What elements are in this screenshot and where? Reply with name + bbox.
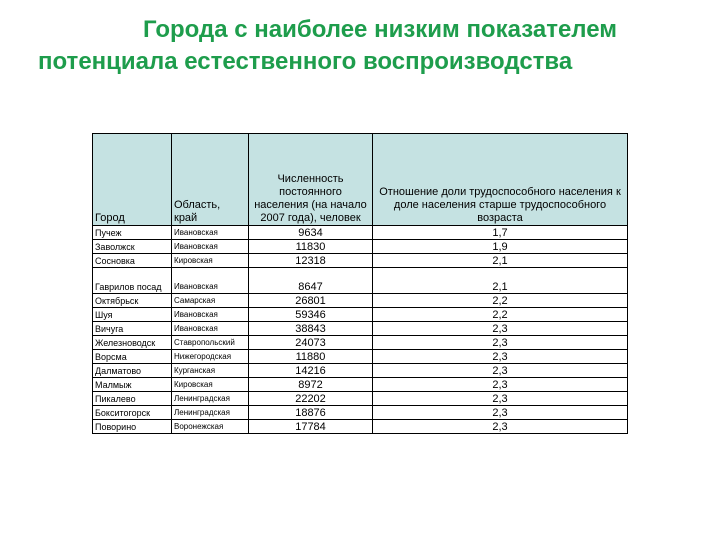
header-population: Численность постоянного населения (на начало 2007 года), человек xyxy=(249,134,373,226)
table-row xyxy=(93,378,628,392)
cell-ratio: 2,3 xyxy=(373,406,628,420)
cities-table xyxy=(92,133,628,434)
cell-city: Малмыж xyxy=(93,378,172,392)
cell-population: 22202 xyxy=(249,392,373,406)
table-row xyxy=(93,240,628,254)
cell-region: Нижегородская xyxy=(172,350,249,364)
cell-city: Вичуга xyxy=(93,322,172,336)
cell-city: Сосновка xyxy=(93,254,172,268)
cell-city: Шуя xyxy=(93,308,172,322)
cell-ratio: 2,3 xyxy=(373,350,628,364)
cell-population: 26801 xyxy=(249,294,373,308)
cell-city: Далматово xyxy=(93,364,172,378)
table-header-row xyxy=(93,134,628,226)
cell-population: 8647 xyxy=(249,268,373,294)
header-ratio: Отношение доли трудоспособного населения к доле населения старше трудоспособного возраста xyxy=(373,134,628,226)
cell-ratio: 2,3 xyxy=(373,364,628,378)
cell-ratio: 2,2 xyxy=(373,294,628,308)
cell-region: Ивановская xyxy=(172,308,249,322)
cell-ratio: 2,3 xyxy=(373,336,628,350)
cell-region: Ивановская xyxy=(172,226,249,240)
table-row xyxy=(93,350,628,364)
cell-population: 24073 xyxy=(249,336,373,350)
page-title xyxy=(20,14,720,78)
cell-population: 59346 xyxy=(249,308,373,322)
cell-city: Пикалево xyxy=(93,392,172,406)
cell-population: 38843 xyxy=(249,322,373,336)
cell-region: Воронежская xyxy=(172,420,249,434)
cell-city: Гаврилов посад xyxy=(93,268,172,294)
cell-population: 17784 xyxy=(249,420,373,434)
table-row xyxy=(93,336,628,350)
table-row xyxy=(93,406,628,420)
cell-region: Ивановская xyxy=(172,268,249,294)
cell-population: 8972 xyxy=(249,378,373,392)
cell-city: Октябрьск xyxy=(93,294,172,308)
cell-region: Самарская xyxy=(172,294,249,308)
title-line-1: Города с наиболее низким показателем xyxy=(142,16,618,43)
cell-city: Пучеж xyxy=(93,226,172,240)
header-region: Область, край xyxy=(172,134,249,226)
cell-region: Ленинградская xyxy=(172,406,249,420)
cell-region: Ленинградская xyxy=(172,392,249,406)
cell-population: 11830 xyxy=(249,240,373,254)
table-row xyxy=(93,268,628,294)
cell-city: Поворино xyxy=(93,420,172,434)
cell-population: 18876 xyxy=(249,406,373,420)
cell-region: Ивановская xyxy=(172,322,249,336)
cell-region: Ивановская xyxy=(172,240,249,254)
cell-ratio: 1,7 xyxy=(373,226,628,240)
cell-ratio: 2,3 xyxy=(373,322,628,336)
cell-city: Бокситогорск xyxy=(93,406,172,420)
cell-region: Курганская xyxy=(172,364,249,378)
cell-ratio: 2,3 xyxy=(373,420,628,434)
cell-ratio: 1,9 xyxy=(373,240,628,254)
cell-city: Железноводск xyxy=(93,336,172,350)
table-row xyxy=(93,322,628,336)
cell-ratio: 2,3 xyxy=(373,392,628,406)
cell-population: 14216 xyxy=(249,364,373,378)
table-row xyxy=(93,254,628,268)
header-city: Город xyxy=(93,134,172,226)
cell-region: Ставропольский xyxy=(172,336,249,350)
cell-city: Ворсма xyxy=(93,350,172,364)
cell-city: Заволжск xyxy=(93,240,172,254)
table-row xyxy=(93,420,628,434)
cell-population: 11880 xyxy=(249,350,373,364)
cell-population: 9634 xyxy=(249,226,373,240)
cell-region: Кировская xyxy=(172,378,249,392)
cell-region: Кировская xyxy=(172,254,249,268)
cell-ratio: 2,3 xyxy=(373,378,628,392)
cell-ratio: 2,1 xyxy=(373,268,628,294)
table-row xyxy=(93,364,628,378)
cell-ratio: 2,1 xyxy=(373,254,628,268)
title-line-2: потенциала естественного воспроизводства xyxy=(38,48,573,75)
cell-ratio: 2,2 xyxy=(373,308,628,322)
table-row xyxy=(93,308,628,322)
cell-population: 12318 xyxy=(249,254,373,268)
table-row xyxy=(93,392,628,406)
table-row xyxy=(93,226,628,240)
table-row xyxy=(93,294,628,308)
